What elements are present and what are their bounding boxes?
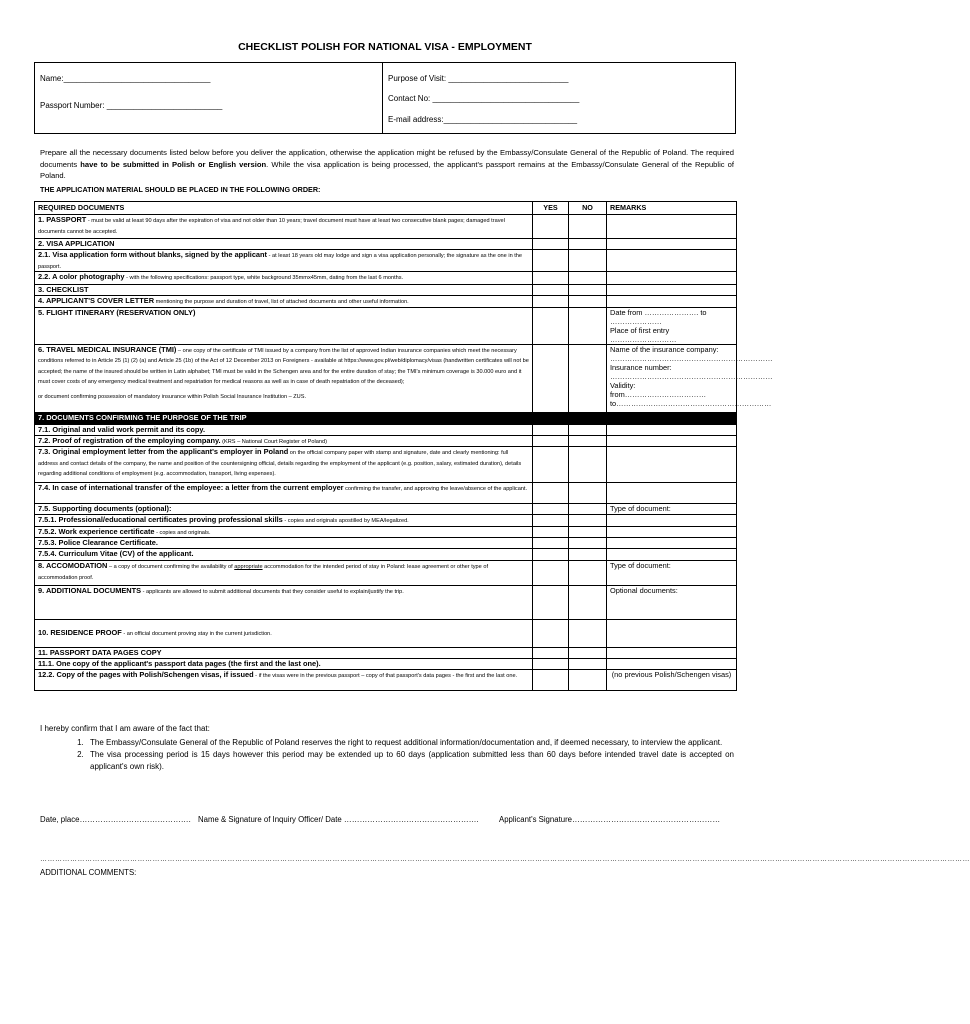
table-row [35, 344, 737, 412]
intro-paragraph [40, 147, 734, 182]
row-visa-pages-title: 12.2. Copy of the pages with Polish/Schengen visas, if issued [38, 670, 254, 679]
remarks-cell[interactable] [607, 344, 773, 412]
table-row [35, 526, 737, 538]
row-accommodation-note-b: accommodation for the intended period of stay in Poland: lease agreement or other type of accommodation proof. [38, 564, 489, 581]
no-cell[interactable] [569, 538, 607, 549]
row-transfer-note: confirming the transfer, and approving the leave/absence of the applicant. [343, 486, 528, 492]
row-employment-letter-note: on the official company paper with stamp and signature, date and clearly mentioning: full address and contact details of the company, the name and position of the countersigning official, details regarding the employment of the applicant (e.g. position, salary, estimated duration), details regarding additional conditions of employment (e.g. accommodation, transport, living expenses). [38, 450, 522, 477]
row-certificates-title: 7.5.1. Professional/educational certificates proving professional skills [38, 515, 283, 524]
table-row [35, 483, 737, 504]
confirmation-item: 1. The Embassy/Consulate General of the Republic of Poland reserves the right to request additional information/documentation and, if deemed necessary, to interview the applicant. [86, 737, 734, 749]
row-insurance-note: – one copy of the certificate of TMI issued by a company from the list of approved Indian insurance companies which meet the necessary conditions referred to in Article 25 (1) (2) (a) and Article 25 (1b) of the Act of 12 December 2013 on Foreigners - available at https://www.gov.pl/web/diplomacy/visas (handwritten certificates will not be accepted; the name of the insured should be written in Latin alphabet; TMI must be valid in the Schengen area and for the entire duration of stay; the TMI's minimum coverage is 30.000 euro and it must cover costs of any emergency medical treatment and repatriation for medical reasons as well as in case of death repatriation of the deceased); [38, 347, 529, 385]
remarks-cell[interactable] [607, 515, 737, 527]
table-row [35, 239, 737, 250]
row-additional-documents-title: 9. ADDITIONAL DOCUMENTS [38, 586, 142, 595]
applicant-info-box [34, 62, 736, 134]
intro-text-bold: have to be submitted in Polish or English version [80, 159, 267, 169]
yes-cell[interactable] [533, 670, 569, 691]
row-visa-form-note: - at least 18 years old may lodge and sign a visa application personally; the signature as the one in the passport. [38, 253, 523, 270]
table-row [35, 215, 737, 239]
header-remarks: REMARKS [607, 202, 737, 215]
table-row [35, 670, 737, 691]
yes-cell[interactable] [533, 648, 569, 659]
yes-cell[interactable] [533, 239, 569, 250]
table-row [35, 272, 737, 285]
table-row [35, 620, 737, 648]
yes-cell[interactable] [533, 515, 569, 527]
remarks-cell[interactable] [607, 483, 737, 504]
contact-number-field[interactable]: Contact No: _________________________________ [388, 94, 580, 103]
row-supporting-documents: 7.5. Supporting documents (optional): [35, 504, 533, 515]
table-row [35, 447, 737, 483]
passport-number-field[interactable]: Passport Number: __________________________ [40, 101, 223, 110]
remarks-cell[interactable] [607, 670, 737, 691]
yes-cell[interactable] [533, 215, 569, 239]
no-cell[interactable] [569, 483, 607, 504]
remarks-cell[interactable] [607, 424, 737, 435]
additional-comments-label: ADDITIONAL COMMENTS: [40, 868, 137, 877]
no-cell[interactable] [569, 307, 607, 344]
officer-signature-field[interactable]: Name & Signature of Inquiry Officer/ Date ……………………………………………. [198, 815, 479, 824]
remarks-cell[interactable] [607, 504, 737, 515]
table-row [35, 435, 737, 447]
documents-table [34, 201, 773, 691]
row-additional-documents-note: - applicants are allowed to submit additional documents that they consider useful to explain/justify the trip. [141, 589, 404, 595]
remarks-cell [607, 412, 737, 424]
insurance-company-line: ………………………………………………………… [610, 353, 773, 363]
no-cell [569, 412, 607, 424]
row-work-permit: 7.1. Original and valid work permit and its copy. [35, 424, 533, 435]
insurance-validity-to: to……………………………………………………… [610, 398, 772, 408]
no-cell[interactable] [569, 424, 607, 435]
table-row [35, 307, 737, 344]
no-cell[interactable] [569, 344, 607, 412]
yes-cell[interactable] [533, 504, 569, 515]
row-work-experience-note: - copies and originals. [154, 529, 211, 536]
row-visa-form-title: 2.1. Visa application form without blanks, signed by the applicant [38, 250, 268, 259]
flight-date-remark: Date from …………………. to ………………… [610, 307, 707, 326]
remarks-cell[interactable] [607, 307, 737, 344]
row-passport-data-copy: 11.1. One copy of the applicant's passport data pages (the first and the last one). [35, 659, 533, 670]
remarks-cell[interactable] [607, 447, 737, 483]
insurance-validity-remark: Validity: from…………………………… [610, 380, 707, 399]
remarks-cell[interactable] [607, 648, 737, 659]
yes-cell[interactable] [533, 272, 569, 285]
yes-cell[interactable] [533, 435, 569, 447]
applicant-signature-field[interactable]: Applicant's Signature………………………………………………… [499, 815, 721, 824]
remarks-cell[interactable] [607, 215, 737, 239]
header-required-documents: REQUIRED DOCUMENTS [35, 202, 533, 215]
insurance-number-line: ………………………………………………………… [610, 371, 773, 381]
no-cell[interactable] [569, 648, 607, 659]
yes-cell[interactable] [533, 586, 569, 620]
insurance-company-remark: Name of the insurance company: [610, 344, 719, 354]
no-cell[interactable] [569, 620, 607, 648]
table-row [35, 504, 737, 515]
no-cell[interactable] [569, 272, 607, 285]
confirmation-list [40, 737, 734, 773]
yes-cell[interactable] [533, 659, 569, 670]
accommodation-type-remark: Type of document: [610, 561, 671, 570]
table-row [35, 659, 737, 670]
supporting-type-remark: Type of document: [610, 504, 671, 513]
row-certificates-note: - copies and originals apostilled by MEA/legalized. [282, 518, 409, 524]
table-row [35, 586, 737, 620]
yes-cell[interactable] [533, 561, 569, 586]
header-yes: YES [533, 202, 569, 215]
page-title: CHECKLIST POLISH FOR NATIONAL VISA - EMPLOYMENT [238, 41, 532, 53]
no-cell[interactable] [569, 285, 607, 296]
no-cell[interactable] [569, 296, 607, 308]
table-row [35, 549, 737, 561]
row-purpose-documents: 7. DOCUMENTS CONFIRMING THE PURPOSE OF THE TRIP [35, 412, 533, 424]
yes-cell[interactable] [533, 424, 569, 435]
no-cell[interactable] [569, 447, 607, 483]
confirmation-intro: I hereby confirm that I am aware of the fact that: [40, 724, 210, 733]
row-cover-letter-title: 4. APPLICANT'S COVER LETTER [38, 296, 155, 305]
date-place-field[interactable]: Date, place……………………………………. [40, 815, 191, 824]
remarks-cell[interactable] [607, 538, 737, 549]
row-transfer-title: 7.4. In case of international transfer of the employee: a letter from the current employer [38, 483, 344, 492]
yes-cell[interactable] [533, 447, 569, 483]
row-checklist: 3. CHECKLIST [35, 285, 533, 296]
table-row [35, 285, 737, 296]
no-cell[interactable] [569, 526, 607, 538]
no-cell[interactable] [569, 670, 607, 691]
remarks-cell[interactable] [607, 239, 737, 250]
row-employment-letter-title: 7.3. Original employment letter from the applicant's employer in Poland [38, 447, 289, 456]
row-work-experience-title: 7.5.2. Work experience certificate [38, 526, 155, 536]
flight-entry-remark: Place of first entry ……………………… [610, 325, 677, 344]
table-row [35, 561, 737, 586]
yes-cell [533, 412, 569, 424]
row-visa-pages-note: - if the visas were in the previous passport – copy of that passport's data pages - the first and the last one. [253, 673, 518, 679]
no-cell[interactable] [569, 250, 607, 272]
yes-cell[interactable] [533, 538, 569, 549]
yes-cell[interactable] [533, 549, 569, 561]
confirmation-section [40, 723, 734, 773]
email-field[interactable]: E-mail address:______________________________ [388, 115, 578, 124]
row-company-registration-title: 7.2. Proof of registration of the employing company. [38, 435, 221, 445]
info-box-divider [382, 63, 383, 133]
no-cell[interactable] [569, 549, 607, 561]
table-header-row [35, 202, 737, 215]
intro-text-2: . While the visa application is being processed, the applicant's passport remains at the Embassy/Consulate General of the Republic of Poland. [40, 159, 734, 180]
remarks-cell[interactable] [607, 435, 737, 447]
insurance-number-remark: Insurance number: [610, 362, 672, 372]
yes-cell[interactable] [533, 344, 569, 412]
remarks-cell[interactable] [607, 250, 737, 272]
no-cell[interactable] [569, 515, 607, 527]
table-row [35, 412, 737, 424]
yes-cell[interactable] [533, 526, 569, 538]
yes-cell[interactable] [533, 620, 569, 648]
no-cell[interactable] [569, 239, 607, 250]
remarks-cell[interactable] [607, 549, 737, 561]
row-passport-data-pages: 11. PASSPORT DATA PAGES COPY [35, 648, 533, 659]
yes-cell[interactable] [533, 483, 569, 504]
row-insurance-title: 6. TRAVEL MEDICAL INSURANCE (TMI) [38, 344, 177, 354]
header-no: NO [569, 202, 607, 215]
row-accommodation-note-a: – a copy of document confirming the availability of [107, 564, 235, 570]
row-curriculum-vitae: 7.5.4. Curriculum Vitae (CV) of the applicant. [35, 549, 533, 561]
remarks-cell[interactable] [607, 285, 737, 296]
yes-cell[interactable] [533, 250, 569, 272]
remarks-cell[interactable] [607, 561, 737, 586]
remarks-cell[interactable] [607, 659, 737, 670]
yes-cell[interactable] [533, 296, 569, 308]
row-insurance-note-2: or document confirming possession of mandatory insurance within Polish Social Insurance Institution – ZUS. [38, 393, 307, 400]
remarks-cell[interactable] [607, 272, 737, 285]
remarks-cell[interactable] [607, 586, 737, 620]
yes-cell[interactable] [533, 285, 569, 296]
table-row [35, 296, 737, 308]
remarks-cell[interactable] [607, 526, 737, 538]
row-residence-proof-note: - an official document proving stay in the current jurisdiction. [121, 631, 272, 638]
no-cell[interactable] [569, 659, 607, 670]
optional-documents-remark: Optional documents: [610, 586, 678, 595]
row-passport-title: 1. PASSPORT [38, 215, 87, 224]
row-photo-note: - with the following specifications: passport type, white background 35mmx45mm, dating from the last 6 months. [124, 275, 404, 281]
no-cell[interactable] [569, 586, 607, 620]
purpose-of-visit-field[interactable]: Purpose of Visit: ___________________________ [388, 74, 569, 83]
row-residence-proof-title: 10. RESIDENCE PROOF [38, 628, 122, 638]
name-field[interactable]: Name:_________________________________ [40, 74, 211, 83]
row-accommodation-title: 8. ACCOMODATION [38, 561, 108, 570]
table-row [35, 250, 737, 272]
row-visa-application: 2. VISA APPLICATION [35, 239, 533, 250]
intro-text-1: Prepare all the necessary documents listed below before you deliver the application, otherwise the application might be refused by the Embassy/Consulate General of the Republic of Poland. The required documents [40, 148, 734, 169]
row-accommodation-note-underlined: appropriate [234, 564, 263, 570]
confirmation-item: 2. The visa processing period is 15 days however this period may be extended up to 60 days (application submitted less than 60 days before intended travel date is accepted on applicant's own risk). [86, 749, 734, 773]
yes-cell[interactable] [533, 307, 569, 344]
row-cover-letter-note: mentioning the purpose and duration of travel, list of attached documents and other useful information. [154, 299, 409, 305]
table-row [35, 424, 737, 435]
previous-visas-remark: (no previous Polish/Schengen visas) [611, 670, 732, 679]
row-company-registration-note: (KRS – National Court Register of Poland) [220, 438, 327, 445]
row-photo-title: 2.2. A color photography [38, 272, 125, 281]
no-cell[interactable] [569, 561, 607, 586]
no-cell[interactable] [569, 504, 607, 515]
table-row [35, 515, 737, 527]
dotted-separator: ………………………………………………………………………………………………………………………………………………………………………………………………………………………………………………………………………………………………………………………………………… [40, 856, 970, 863]
row-passport-note: - must be valid at least 90 days after the expiration of visa and not older than 10 years; travel document must have at least two consecutive blank pages; damaged travel documents cannot be accepted. [38, 218, 505, 235]
no-cell[interactable] [569, 215, 607, 239]
remarks-cell[interactable] [607, 620, 737, 648]
no-cell[interactable] [569, 435, 607, 447]
order-heading: THE APPLICATION MATERIAL SHOULD BE PLACED IN THE FOLLOWING ORDER: [40, 185, 321, 194]
table-row [35, 648, 737, 659]
remarks-cell[interactable] [607, 296, 737, 308]
table-row [35, 538, 737, 549]
row-flight-itinerary: 5. FLIGHT ITINERARY (RESERVATION ONLY) [35, 307, 533, 344]
row-police-clearance: 7.5.3. Police Clearance Certificate. [35, 538, 533, 549]
